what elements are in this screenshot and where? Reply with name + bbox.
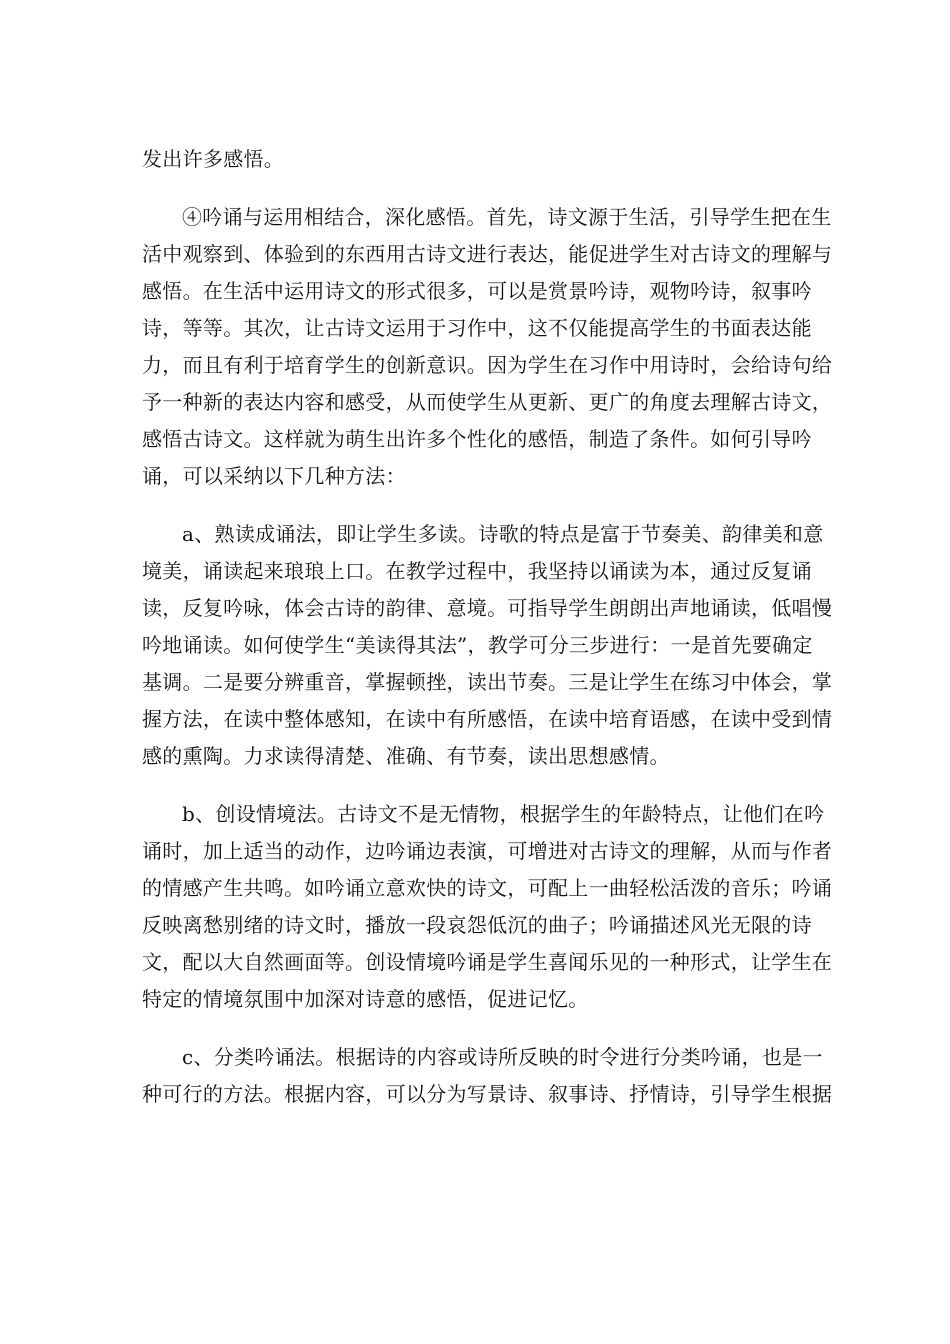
- text-line: 诵，可以采纳以下几种方法：: [142, 464, 406, 488]
- text-line: 特定的情境氛围中加深对诗意的感悟，促进记忆。: [142, 987, 589, 1011]
- paragraph: [142, 141, 802, 178]
- paragraph: [142, 516, 833, 775]
- text-line: c、分类吟诵法。根据诗的内容或诗所反映的时令进行分类吟诵，也是一: [182, 1045, 823, 1069]
- document-page: [142, 141, 833, 1134]
- text-line: a、熟读成诵法，即让学生多读。诗歌的特点是富于节奏美、韵律美和意: [182, 522, 824, 546]
- text-line: 读，反复吟咏，体会古诗的韵律、意境。可指导学生朗朗出声地诵读，低唱慢: [142, 596, 833, 620]
- text-line: 予一种新的表达内容和感受，从而使学生从更新、更广的角度去理解古诗文，: [142, 390, 833, 414]
- text-line: 基调。二是要分辨重音，掌握顿挫，读出节奏。三是让学生在练习中体会，掌: [142, 670, 833, 694]
- text-line: 诵时，加上适当的动作，边吟诵边表演，可增进对古诗文的理解，从而与作者: [142, 839, 833, 863]
- text-line: 发出许多感悟。: [142, 147, 285, 171]
- text-line: 力，而且有利于培育学生的创新意识。因为学生在习作中用诗时，会给诗句给: [142, 353, 833, 377]
- text-line: 境美，诵读起来琅琅上口。在教学过程中，我坚持以诵读为本，通过反复诵: [142, 559, 812, 583]
- text-line: 握方法，在读中整体感知，在读中有所感悟，在读中培育语感，在读中受到情: [142, 707, 833, 731]
- text-line: 诗，等等。其次，让古诗文运用于习作中，这不仅能提高学生的书面表达能: [142, 316, 812, 340]
- paragraph: [142, 796, 833, 1018]
- text-line: 感悟古诗文。这样就为萌生出许多个性化的感悟，制造了条件。如何引导吟: [142, 427, 812, 451]
- text-line: 感的熏陶。力求读得清楚、准确、有节奏，读出思想感情。: [142, 744, 670, 768]
- text-line: 感悟。在生活中运用诗文的形式很多，可以是赏景吟诗，观物吟诗，叙事吟: [142, 279, 812, 303]
- text-line: 吟地诵读。如何使学生“美读得其法”，教学可分三步进行：一是首先要确定: [142, 633, 813, 657]
- text-line: 活中观察到、体验到的东西用古诗文进行表达，能促进学生对古诗文的理解与: [142, 242, 833, 266]
- text-line: ④吟诵与运用相结合，深化感悟。首先，诗文源于生活，引导学生把在生: [182, 205, 832, 229]
- text-line: 种可行的方法。根据内容，可以分为写景诗、叙事诗、抒情诗，引导学生根据: [142, 1082, 833, 1106]
- text-line: 反映离愁别绪的诗文时，播放一段哀怨低沉的曲子；吟诵描述风光无限的诗: [142, 913, 812, 937]
- paragraph: [142, 1039, 833, 1113]
- text-line: 文，配以大自然画面等。创设情境吟诵是学生喜闻乐见的一种形式，让学生在: [142, 950, 833, 974]
- text-line: 的情感产生共鸣。如吟诵立意欢快的诗文，可配上一曲轻松活泼的音乐；吟诵: [142, 876, 833, 900]
- paragraph: [142, 199, 833, 495]
- text-line: b、创设情境法。古诗文不是无情物，根据学生的年龄特点，让他们在吟: [182, 802, 825, 826]
